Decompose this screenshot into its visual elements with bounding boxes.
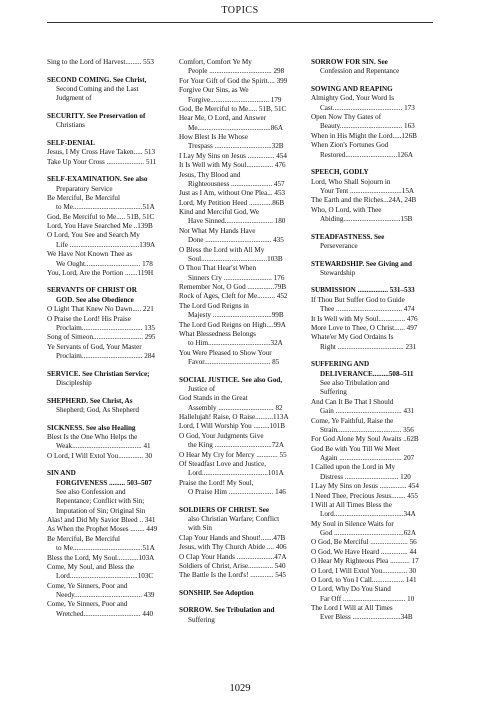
- topic-heading: SPEECH, GODLY: [311, 168, 369, 177]
- index-entry-line: If Thou But Suffer God to Guide: [311, 295, 405, 304]
- index-entry-line: The Lord God Reigns in: [179, 301, 249, 310]
- topic-heading: SIN AND: [47, 469, 76, 478]
- index-entry-line: And Can It Be That I Should: [311, 397, 394, 406]
- topic-heading: SUBMISSION ................. 531–533: [311, 286, 415, 295]
- topic-heading: GOD. See also Obedience: [56, 295, 134, 304]
- index-entry-line: Perseverance: [320, 241, 358, 250]
- index-entry-line: O God, Your Judgments Give: [179, 431, 264, 440]
- entry-spacer: [179, 497, 301, 505]
- index-entry-line: I Need Thee, Precious Jesus........ 455: [311, 491, 418, 500]
- index-entry-line: O Bless the Lord with All My: [179, 245, 265, 254]
- entry-spacer: [47, 67, 169, 75]
- index-entry-line: Hear Me, O Lord, and Answer: [179, 114, 267, 123]
- entry-spacer: [47, 388, 169, 396]
- index-entry-line: O Clap Your Hands .....................47A: [179, 552, 287, 561]
- index-entry-line: I Called upon the Lord in My: [311, 463, 396, 472]
- topic-heading: STEADFASTNESS. See: [311, 232, 385, 241]
- index-entry-line: Have Sinned........................... 180: [188, 217, 286, 226]
- index-entry-line: O Lord, You See and Search My: [47, 231, 140, 240]
- index-entry-line: Be Merciful, Be Merciful: [47, 534, 120, 543]
- index-entry-line: The Lord I Will at All Times: [311, 604, 393, 612]
- index-entry-line: God .......................................62A: [320, 529, 417, 537]
- index-entry-line: Sinners Cry ........................... 176: [188, 273, 285, 282]
- page-number: 1029: [229, 683, 251, 694]
- index-entry-line: The Battle Is the Lord's! ............. 545: [179, 571, 286, 580]
- index-entry-line: Cast....................................... 173: [320, 103, 415, 112]
- index-entry-line: Abiding................................15B: [320, 215, 413, 223]
- index-entry-line: Restored.............................126A: [320, 150, 414, 159]
- index-entry-line: O Hear My Cry for Mercy ............ 55: [179, 450, 287, 459]
- index-entry-line: We Ought............................... 178: [56, 259, 153, 268]
- topic-heading: SHEPHERD. See Christ, As: [47, 396, 133, 405]
- index-entry-line: Beauty................................... 163: [320, 122, 415, 131]
- index-entry-line: I Lay My Sins on Jesus ............... 454: [311, 482, 419, 491]
- index-entry-line: O Thou That Hear'st When: [179, 264, 257, 273]
- index-entry-line: People ................................... 298: [188, 67, 285, 76]
- index-entry-line: Again ................................... 207: [320, 454, 415, 462]
- index-entry-line: Lord, Who Shall Sojourn in: [311, 177, 391, 186]
- entry-spacer: [311, 224, 433, 232]
- index-entry-line: O Praise the Lord! His Praise: [47, 314, 131, 323]
- index-column-3: [311, 58, 433, 623]
- topic-heading: SERVICE. See Christian Service;: [47, 369, 150, 378]
- index-entry-line: Trespass ................................32B: [188, 142, 284, 151]
- entry-spacer: [47, 278, 169, 286]
- index-entry-line: Come, Ye Sinners, Poor and: [47, 581, 128, 590]
- index-entry-line: O Light That Knew No Dawn..... 221: [47, 305, 154, 314]
- index-entry-line: O Hear My Righteous Plea ........... 17: [311, 557, 419, 566]
- entry-spacer: [311, 77, 433, 85]
- index-entry-line: Needy...................................... 439: [56, 591, 155, 600]
- index-entry-line: The Earth and the Riches...24A, 24B: [311, 196, 417, 205]
- index-entry-line: Just as I Am, without One Plea... 453: [179, 189, 286, 198]
- index-entry-line: God, Be Merciful to Me..... 51B, 51C: [179, 104, 287, 113]
- index-entry-line: Almighty God, Your Word Is: [311, 94, 395, 103]
- index-entry-line: Who, O Lord, with Thee: [311, 205, 382, 214]
- index-entry-line: to Me.......................................51A: [56, 544, 155, 553]
- index-entry-line: Rock of Ages, Cleft for Me.......... 452: [179, 292, 288, 301]
- entry-spacer: [311, 352, 433, 360]
- index-entry-line: Done ..................................... 435: [188, 236, 284, 245]
- index-entry-line: My Soul in Silence Waits for: [311, 519, 394, 528]
- index-entry-line: As When the Prophet Moses ........ 449: [47, 525, 158, 534]
- index-entry-line: Lord, My Petition Heed .............86B: [179, 198, 285, 207]
- index-entry-line: Thee ..................................... 474: [320, 305, 415, 314]
- topic-heading: SELF-DENIAL: [47, 138, 96, 147]
- index-entry-line: O Praise Him ......................... 146: [188, 488, 286, 497]
- topic-heading: SERVANTS OF CHRIST OR: [47, 286, 137, 295]
- index-entry-line: Take Up Your Cross ..................... 511: [47, 157, 157, 166]
- topic-heading: SORROW. See Tribulation and: [179, 606, 275, 615]
- index-entry-line: Forgive................................. 179: [188, 95, 282, 104]
- index-entry-line: O God, Be Merciful ..................... 56: [311, 538, 417, 547]
- index-entry-line: the King ................................72A: [188, 441, 284, 450]
- index-entry-line: Kind and Merciful God, We: [179, 208, 260, 216]
- entry-spacer: [47, 415, 169, 423]
- topic-heading: FORGIVENESS ......... 503–507: [56, 478, 152, 487]
- index-entry-line: Comfort, Comfort Ye My: [179, 58, 252, 66]
- index-entry-line: Justice of: [188, 384, 216, 393]
- index-entry-line: Come, Ye Sinners, Poor and: [47, 600, 128, 609]
- index-entry-line: Your Tent .............................15A: [320, 186, 415, 195]
- topic-heading: SECOND COMING. See Christ,: [47, 75, 147, 84]
- index-entry-line: For Your Gift of God the Spirit.... 399: [179, 76, 288, 85]
- topic-heading: SONSHIP. See Adoption: [179, 588, 254, 597]
- index-entry-line: Second Coming and the Last: [56, 84, 139, 93]
- index-entry-line: Preparatory Service: [56, 184, 113, 193]
- index-entry-line: We Have Not Known Thee as: [47, 250, 133, 259]
- index-entry-line: Proclaim.................................. 135: [56, 323, 155, 332]
- index-entry-line: Weak....................................... 41: [56, 442, 151, 451]
- index-entry-line: For God Alone My Soul Awaits ..62B: [311, 435, 419, 444]
- entry-spacer: [179, 598, 301, 606]
- index-entry-line: God Be with You Till We Meet: [311, 444, 400, 453]
- entry-spacer: [179, 367, 301, 375]
- index-entry-line: Right ..................................... 231: [320, 342, 417, 351]
- index-entry-line: Jesus, Thy Blood and: [179, 170, 241, 179]
- index-entry-line: O Lord, I Will Extol You.............. 30: [47, 451, 153, 460]
- index-entry-line: Suffering: [320, 388, 347, 397]
- index-entry-line: Ever Bless ...........................34B: [320, 613, 413, 622]
- index-entry-line: Jesus, with Thy Church Abide .... 406: [179, 543, 287, 552]
- index-entry-line: See also Confession and: [56, 487, 126, 496]
- topic-heading: SECURITY. See Preservation of: [47, 111, 146, 120]
- index-entry-line: Hallelujah! Raise, O Raise..........113A: [179, 413, 289, 422]
- index-entry-line: Distress .............................. 120: [320, 472, 411, 481]
- index-entry-line: See also Tribulation and: [320, 379, 390, 387]
- index-entry-line: You, Lord, Are the Portion .......119H: [47, 268, 154, 277]
- index-entry-line: Discipleship: [56, 379, 92, 387]
- topic-heading: SICKNESS. See also Healing: [47, 423, 136, 432]
- index-entry-line: Lord, You Have Searched Me ..139B: [47, 222, 153, 230]
- topic-heading: SUFFERING AND: [311, 360, 370, 369]
- index-entry-line: Clap Your Hands and Shout!.......47B: [179, 533, 286, 542]
- index-entry-line: God, Be Merciful to Me..... 51B, 51C: [47, 212, 155, 221]
- index-entry-line: O Lord, Why Do You Stand: [311, 585, 391, 594]
- index-entry-line: with Sin: [188, 524, 213, 533]
- index-entry-line: Lord.......................................34A: [320, 510, 416, 519]
- index-column-2: [179, 58, 301, 625]
- index-entry-line: How Blest Is He Whose: [179, 133, 248, 141]
- index-entry-line: Be Merciful, Be Merciful: [47, 193, 120, 202]
- index-column-1: [47, 58, 169, 619]
- index-entry-line: God Stands in the Great: [179, 394, 248, 403]
- index-entry-line: Open Now Thy Gates of: [311, 113, 382, 122]
- entry-spacer: [47, 461, 169, 469]
- index-entry-line: Shepherd; God, As Shepherd: [56, 405, 139, 414]
- index-entry-line: to Him...................................32A: [188, 339, 283, 348]
- index-entry-line: It Is Well with My Soul............... 476: [311, 314, 418, 323]
- index-entry-line: Song of Simeon............................ 295: [47, 333, 156, 342]
- index-entry-line: Lord......................................103C: [56, 572, 154, 581]
- index-entry-line: to Me.......................................51A: [56, 203, 155, 212]
- index-entry-line: Majesty .................................99B: [188, 311, 284, 320]
- entry-spacer: [311, 160, 433, 168]
- index-entry-line: Come, Ye Faithful, Raise the: [311, 416, 394, 425]
- index-entry-line: The Lord God Reigns on High....99A: [179, 320, 286, 329]
- index-entry-line: Repentance; Conflict with Sin;: [56, 497, 145, 506]
- topic-heading: STEWARDSHIP. See Giving and: [311, 259, 412, 268]
- index-entry-line: Remember Not, O God ...............79B: [179, 283, 287, 291]
- index-entry-line: Of Steadfast Love and Justice,: [179, 459, 267, 468]
- topic-heading: DELIVERANCE.........508–511: [320, 369, 414, 378]
- index-entry-line: Soul.....................................103B: [188, 254, 283, 263]
- index-entry-line: Strain.................................... 356: [320, 425, 414, 434]
- index-entry-line: Sing to the Lord of Harvest......... 553: [47, 58, 154, 66]
- index-entry-line: Forgive Our Sins, as We: [179, 86, 249, 95]
- topic-heading: SORROW FOR SIN. See: [311, 58, 388, 66]
- index-entry-line: Confession and Repentance: [320, 67, 400, 76]
- index-entry-line: O God, We Have Heard ............... 44: [311, 547, 417, 556]
- entry-spacer: [47, 361, 169, 369]
- running-header: TOPICS: [221, 5, 259, 16]
- index-entry-line: Judgment of: [56, 94, 92, 103]
- index-entry-line: Suffering: [188, 615, 215, 624]
- index-entry-line: O Lord, to You I Call.................. 141: [311, 575, 417, 584]
- entry-spacer: [47, 104, 169, 112]
- index-entry-line: Gain ..................................... 431: [320, 407, 415, 416]
- index-entry-line: What Blessedness Belongs: [179, 329, 256, 338]
- index-entry-line: Proclaim.................................. 284: [56, 352, 155, 361]
- index-entry-line: Alas! and Did My Savior Bleed .. 341: [47, 516, 156, 525]
- index-entry-line: Come, My Soul, and Bless the: [47, 562, 135, 571]
- index-entry-line: Ye Servants of God, Your Master: [47, 342, 142, 351]
- index-entry-line: Assembly ............................... 82: [188, 403, 283, 412]
- index-entry-line: When in His Might the Lord.....126B: [311, 131, 417, 140]
- entry-spacer: [47, 131, 169, 139]
- topic-heading: SOLDIERS OF CHRIST. See: [179, 505, 270, 514]
- entry-spacer: [47, 167, 169, 175]
- entry-spacer: [179, 581, 301, 589]
- topic-heading: SOCIAL JUSTICE. See also God,: [179, 375, 283, 384]
- index-entry-line: Not What My Hands Have: [179, 226, 256, 235]
- index-entry-line: I Will at All Times Bless the: [311, 500, 392, 509]
- index-entry-line: Lord.....................................101A: [188, 469, 284, 478]
- topic-heading: SOWING AND REAPING: [311, 84, 393, 93]
- header-rule: [47, 22, 433, 23]
- index-entry-line: Whate'er My God Ordains Is: [311, 333, 394, 342]
- index-entry-line: Righteousness ....................... 457: [188, 179, 285, 188]
- entry-spacer: [311, 251, 433, 259]
- index-entry-line: Me.........................................86A: [188, 123, 284, 132]
- entry-spacer: [311, 278, 433, 286]
- index-entry-line: Christians: [56, 121, 85, 130]
- index-entry-line: Lord, I Will Worship You .........101B: [179, 422, 285, 431]
- topic-heading: SELF-EXAMINATION. See also: [47, 175, 148, 184]
- index-entry-line: O Lord, I Will Extol You.............. 30: [311, 566, 417, 575]
- index-entry-line: More Love to Thee, O Christ...... 497: [311, 323, 418, 332]
- index-entry-line: When Zion's Fortunes God: [311, 141, 389, 150]
- index-entry-line: Stewardship: [320, 268, 356, 277]
- index-entry-line: Far Off ................................... 10: [320, 594, 415, 603]
- index-entry-line: I Lay My Sins on Jesus ............... 454: [179, 151, 287, 160]
- index-entry-line: It Is Well with My Soul............... 476: [179, 161, 286, 170]
- index-entry-line: Jesus, I My Cross Have Taken..... 513: [47, 148, 156, 157]
- index-entry-line: Praise the Lord! My Soul,: [179, 478, 254, 487]
- index-entry-line: Bless the Lord, My Soul............103A: [47, 553, 155, 562]
- index-entry-line: Life .......................................139A: [56, 240, 156, 249]
- index-entry-line: also Christian Warfare; Conflict: [188, 515, 280, 523]
- index-entry-line: You Were Pleased to Show Your: [179, 348, 272, 357]
- index-entry-line: Soldiers of Christ, Arise.............. 540: [179, 561, 286, 570]
- index-entry-line: Favor..................................... 85: [188, 358, 280, 366]
- index-entry-line: Wretched................................ 440: [56, 609, 154, 618]
- index-entry-line: Imputation of Sin; Original Sin: [56, 506, 146, 515]
- index-entry-line: Blest Is the One Who Helps the: [47, 432, 138, 441]
